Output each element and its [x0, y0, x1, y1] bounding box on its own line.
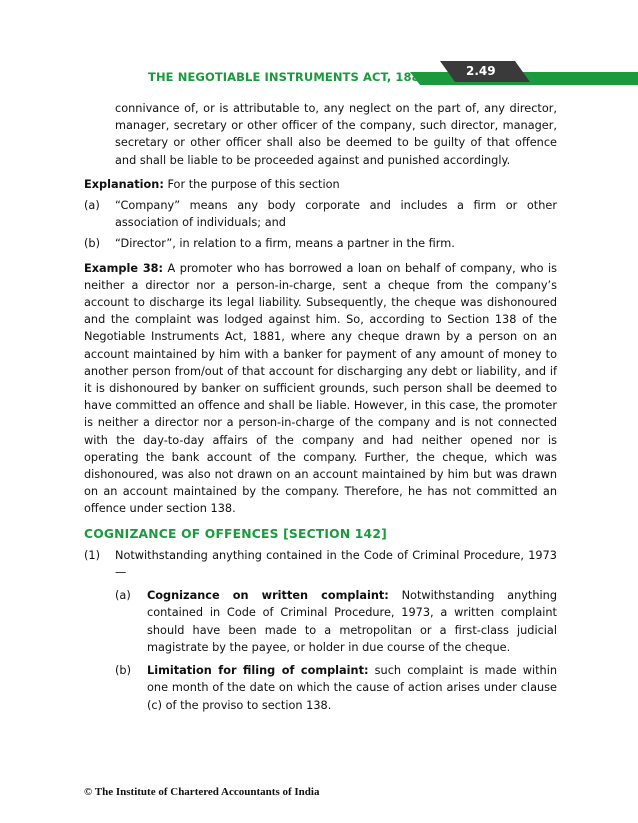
page-content [84, 100, 557, 714]
subclause-title: Limitation for filing of complaint: [147, 664, 369, 678]
item-text: “Director”, in relation to a firm, means a partner in the firm. [115, 237, 455, 251]
item-text: “Company” means any body corporate and includes a firm or other association of individuals; and [115, 199, 557, 230]
subclause-body [147, 587, 557, 656]
example-text: A promoter who has borrowed a loan on behalf of company, who is neither a director nor a person-in-charge, sent a cheque from the company’s account to discharge its legal liability. Subsequently, the cheque was dishonoured and the complaint was lodged against him. So, according to Section 138 of the Negotiable Instruments Act, 1881, where any cheque drawn by a person on an account maintained by him with a banker for payment of any amount of money to another person from/out of that account for discharging any debt or liability, and if it is dishonoured by banker on sufficient grounds, such person shall be deemed to have committed an offence and shall be liable. However, in this case, the promoter is neither a director nor a person-in-charge of the company and is not connected with the day-to-day affairs of the company and had neither opened nor is operating the bank account of the company. Further, the cheque, which was dishonoured, was also not drawn on an account maintained by him but was drawn on an account maintained by the company. Therefore, he has not committed an offence under section 138. [84, 261, 557, 516]
item-label: (a) [84, 199, 100, 213]
section-heading: COGNIZANCE OF OFFENCES [SECTION 142] [84, 526, 387, 541]
subclause-text: such complaint is made within one month of the date on which the cause of action arises under clause (c) of the proviso to section 138. [147, 664, 558, 712]
page-number: 2.49 [466, 64, 496, 78]
example-label: Example 38: [84, 261, 164, 275]
footer-copyright: © The Institute of Chartered Accountants of India [84, 786, 320, 798]
clause-label: (1) [84, 548, 101, 562]
subclause-label: (b) [115, 664, 131, 678]
subclause-a [84, 587, 557, 656]
example-paragraph [84, 260, 557, 518]
subclause-b [84, 662, 557, 714]
explanation-text: For the purpose of this section [163, 177, 340, 191]
explanation-item-a [84, 197, 557, 231]
page-header [0, 58, 638, 88]
explanation-paragraph [84, 176, 557, 193]
clause-1 [84, 547, 557, 581]
subclause-body [147, 662, 557, 714]
clause-text: Notwithstanding anything contained in the Code of Criminal Procedure, 1973— [115, 548, 557, 580]
header-title: THE NEGOTIABLE INSTRUMENTS ACT, 1881 [148, 70, 428, 84]
subclause-label: (a) [115, 589, 131, 603]
subclause-text: Notwithstanding anything contained in Code of Criminal Procedure, 1973, a written complaint should have been made to a metropolitan or a first-class judicial magistrate by the payee, or holder in due course of the cheque. [147, 589, 557, 654]
item-label: (b) [84, 237, 100, 251]
explanation-label: Explanation: [84, 177, 164, 191]
continuation-paragraph: connivance of, or is attributable to, any neglect on the part of, any director, manager, secretary or other officer of the company, such director, manager, secretary or other officer shall also be deemed to be guilty of that offence and shall be liable to be proceeded against and punished accordingly. [115, 102, 557, 167]
explanation-item-b [84, 235, 557, 252]
subclause-title: Cognizance on written complaint: [147, 589, 389, 603]
